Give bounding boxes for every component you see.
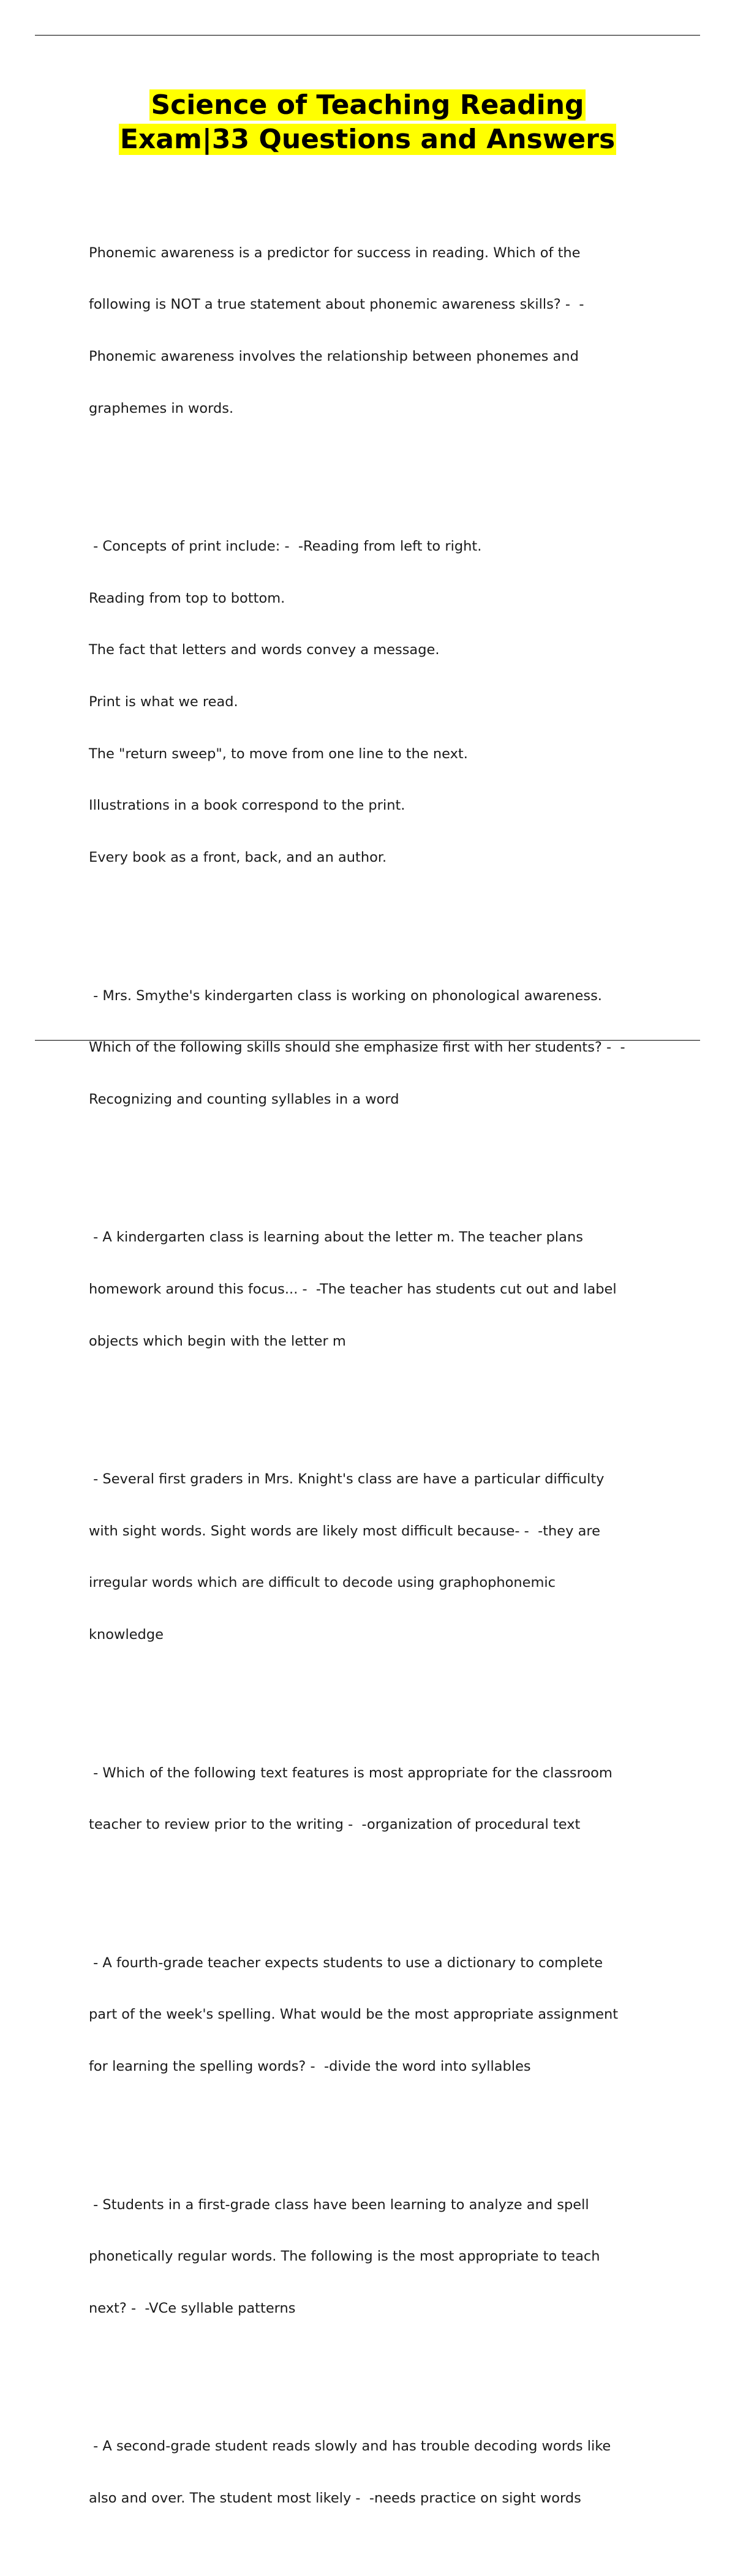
qa-line: The "return sweep", to move from one line to the next. — [89, 745, 468, 762]
qa-line: Recognizing and counting syllables in a word — [89, 1091, 399, 1107]
qa-line: Phonemic awareness involves the relationship between phonemes and — [89, 348, 579, 365]
qa-line: Every book as a front, back, and an author. — [89, 849, 387, 865]
qa-line: knowledge — [89, 1627, 164, 1643]
qa-line: for learning the spelling words? - -divide the word into syllables — [89, 2058, 531, 2075]
qa-line: teacher to review prior to the writing - -organization of procedural text — [89, 1817, 581, 1833]
qa-line: next? - -VCe syllable patterns — [89, 2300, 296, 2316]
qa-line: phonetically regular words. The following is the most appropriate to teach — [89, 2248, 600, 2265]
qa-entry — [89, 209, 677, 451]
qa-line: - Which of the following text features is most appropriate for the classroom — [89, 1764, 612, 1781]
page-title — [61, 88, 674, 157]
qa-entry — [89, 1919, 677, 2109]
qa-entry — [89, 1730, 677, 1868]
qa-line: - Mrs. Smythe's kindergarten class is working on phonological awareness. — [89, 987, 602, 1004]
title-line-2: Exam|33 Questions and Answers — [119, 124, 616, 155]
qa-line: The fact that letters and words convey a message. — [89, 642, 440, 658]
top-rule — [35, 35, 700, 36]
qa-line: - A second-grade student reads slowly and has trouble decoding words like — [89, 2438, 611, 2455]
qa-line: following is NOT a true statement about phonemic awareness skills? - - — [89, 296, 584, 313]
qa-entry — [89, 952, 677, 1142]
qa-entry — [89, 1436, 677, 1678]
qa-line: irregular words which are difficult to decode using graphophonemic — [89, 1575, 556, 1591]
qa-line: Print is what we read. — [89, 694, 238, 710]
qa-list — [89, 175, 677, 2576]
qa-line: - Concepts of print include: - -Reading from left to right. — [89, 538, 482, 555]
qa-entry — [89, 2161, 677, 2351]
title-line-1: Science of Teaching Reading — [151, 89, 584, 121]
bottom-rule — [35, 1040, 700, 1041]
qa-line: Illustrations in a book correspond to the print. — [89, 797, 405, 814]
qa-line: homework around this focus... - -The teacher has students cut out and label — [89, 1281, 617, 1297]
qa-line: Which of the following skills should she emphasize first with her students? - - — [89, 1039, 625, 1056]
qa-line: - Several first graders in Mrs. Knight's class are have a particular difficulty — [89, 1471, 605, 1488]
qa-line: also and over. The student most likely - -needs practice on sight words — [89, 2490, 581, 2507]
qa-line: Reading from top to bottom. — [89, 590, 285, 606]
qa-line: - A fourth-grade teacher expects students to use a dictionary to complete — [89, 1954, 603, 1971]
qa-entry — [89, 503, 677, 901]
qa-line: with sight words. Sight words are likely most difficult because- - -they are — [89, 1523, 600, 1539]
qa-line: graphemes in words. — [89, 400, 234, 416]
qa-line: Phonemic awareness is a predictor for success in reading. Which of the — [89, 244, 581, 261]
qa-entry — [89, 2403, 677, 2542]
qa-line: part of the week's spelling. What would be the most appropriate assignment — [89, 2006, 619, 2023]
qa-line: objects which begin with the letter m — [89, 1333, 346, 1349]
qa-line: - A kindergarten class is learning about the letter m. The teacher plans — [89, 1229, 583, 1246]
qa-entry — [89, 1194, 677, 1384]
qa-line: - Students in a first-grade class have been learning to analyze and spell — [89, 2196, 589, 2213]
